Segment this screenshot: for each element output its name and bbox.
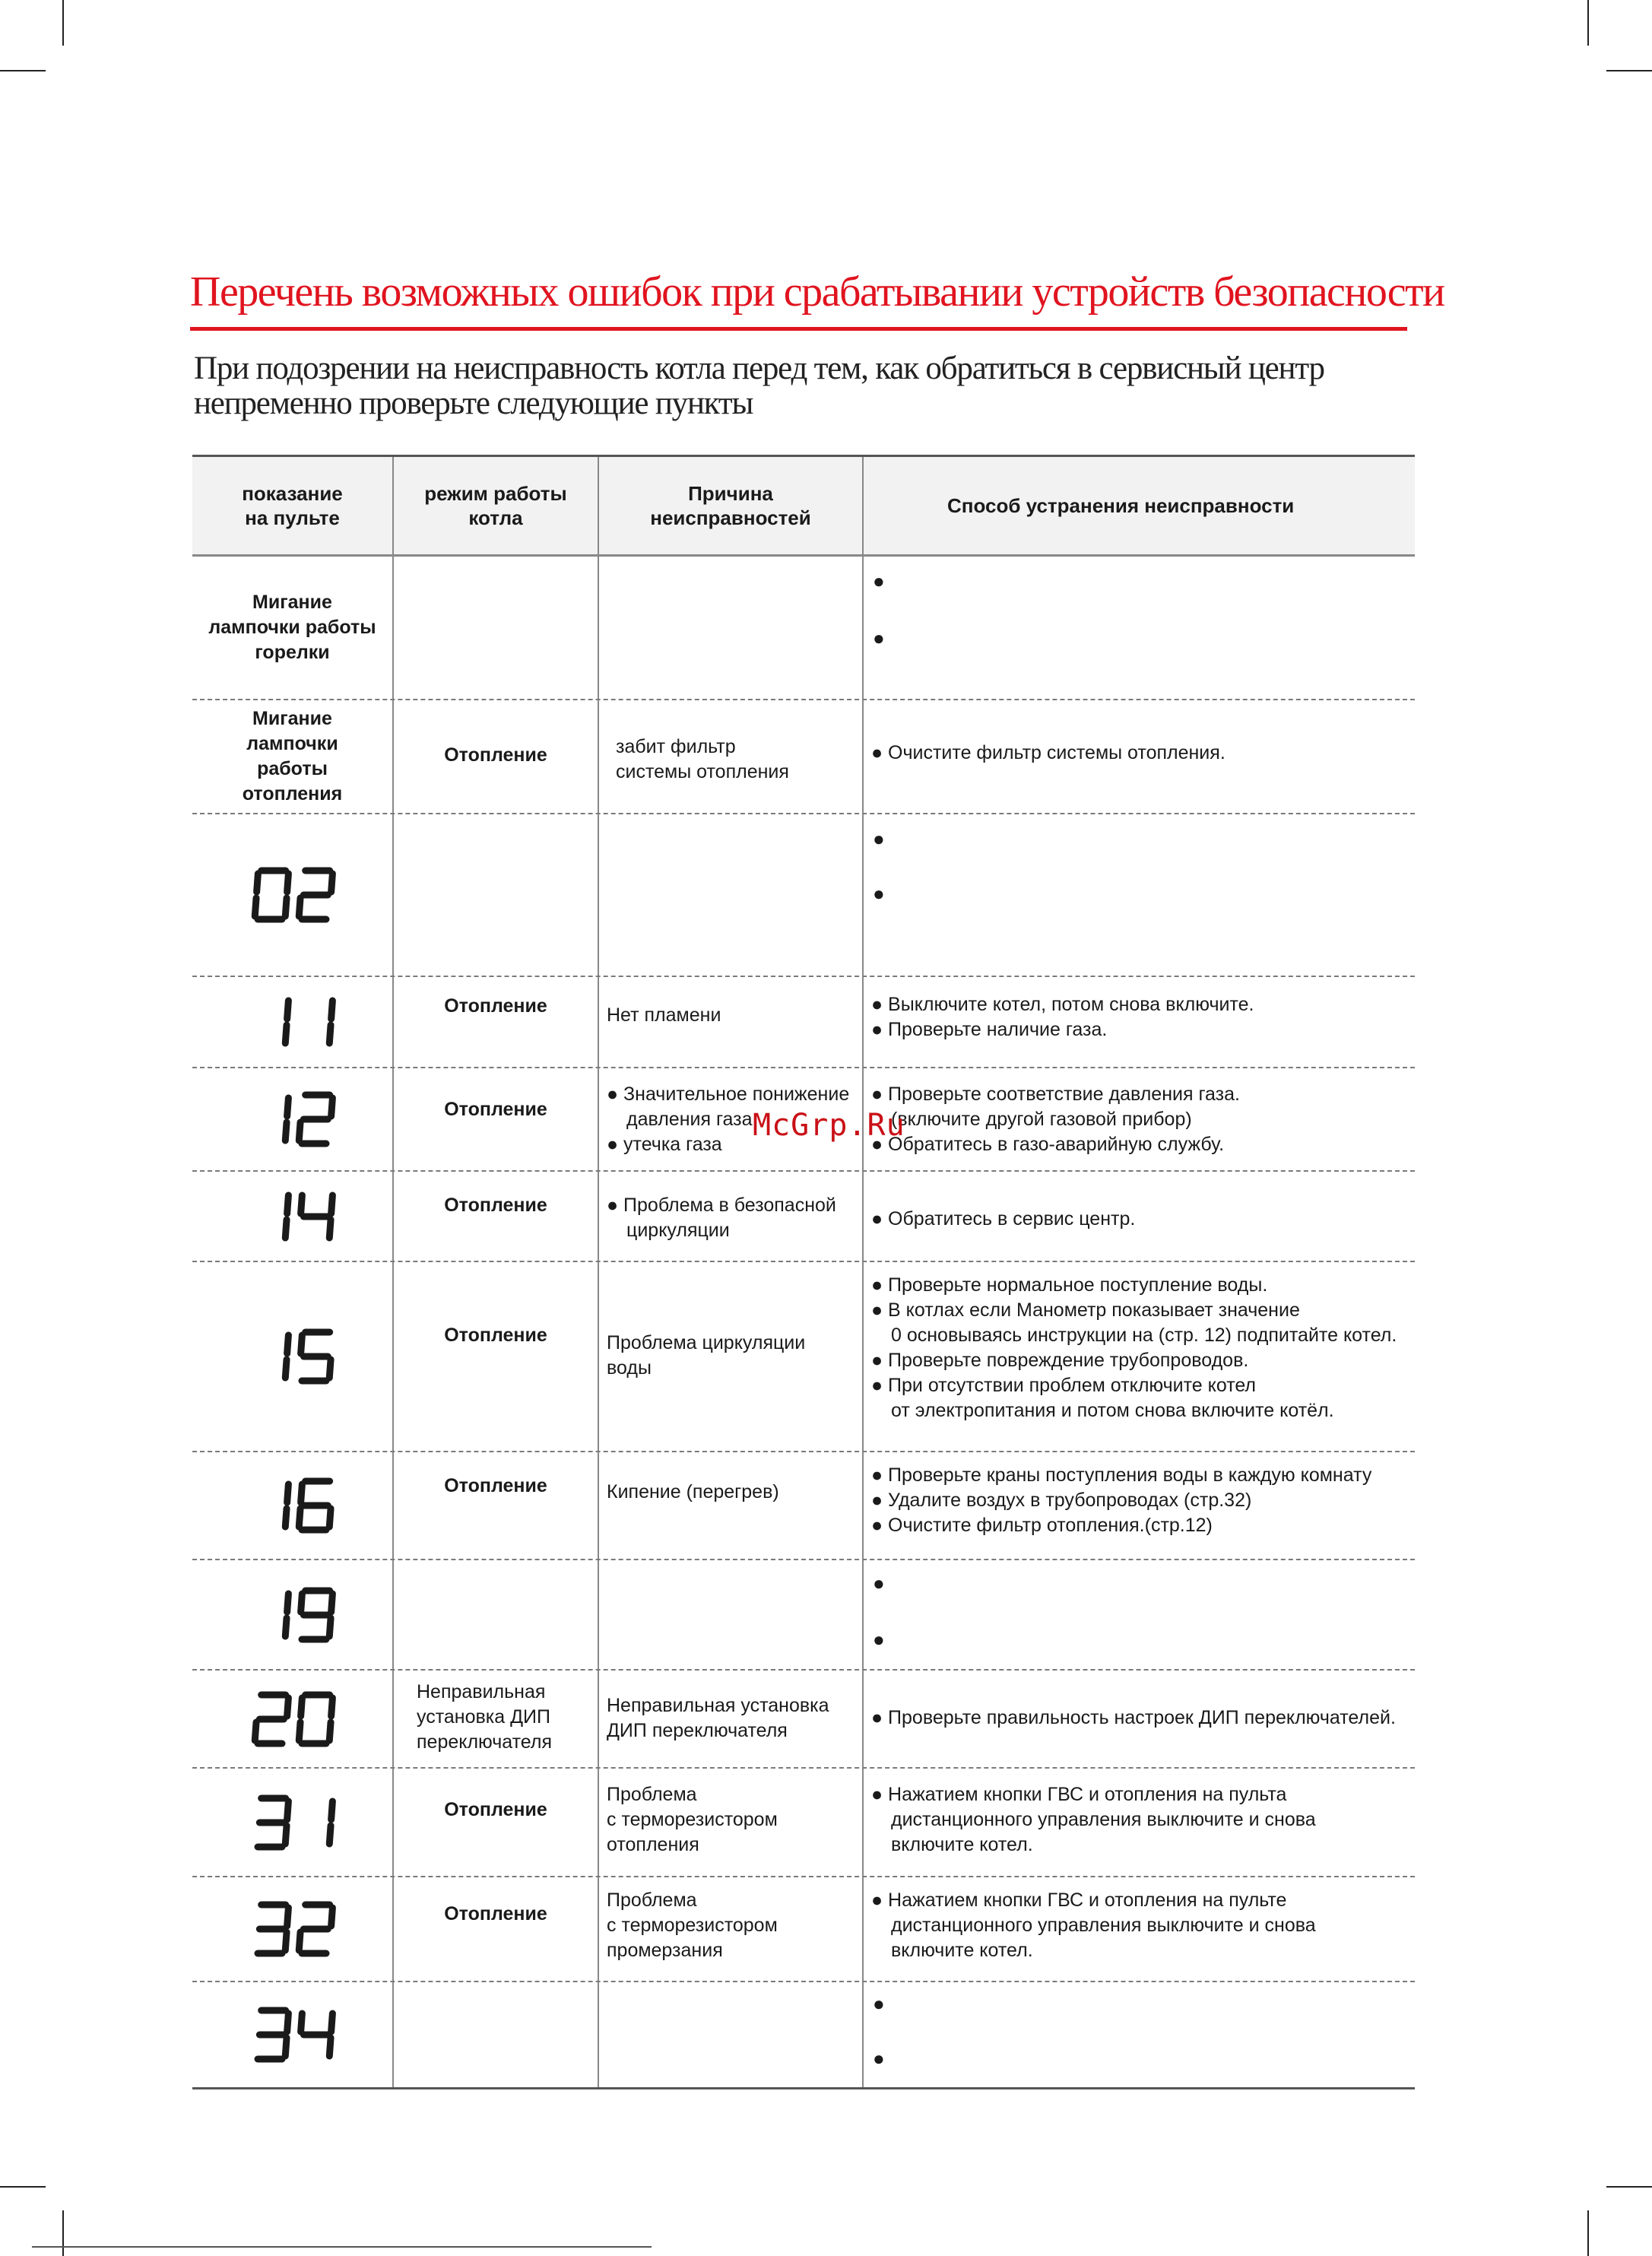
solution-cell [864,977,1415,1067]
header-solution [864,457,1415,554]
page-title: Перечень возможных ошибок при срабатывании устройств безопасности [190,268,1444,316]
digit-segment [329,1618,331,1636]
error-code-display [247,1577,338,1653]
title-underline [190,327,1407,331]
digit-segment [285,1220,287,1238]
solution-text: ● Проверьте наличие газа. [871,1019,1108,1040]
seven-segment-code [247,1891,338,1967]
header-text: неисправностей [650,506,811,529]
error-table [192,455,1415,2089]
digit-segment [287,1195,288,1214]
display-text: лампочки [246,733,338,754]
error-code-display [247,857,338,933]
display-cell [192,1671,394,1767]
solution-text: ● Обратитесь в газо-аварийную службу. [871,1134,1225,1155]
mode-text: Отопление [444,995,547,1017]
display-text: горелки [255,642,330,663]
mode-text: Отопление [444,744,547,766]
display-text: работы [257,758,328,779]
error-code-display [247,1468,338,1544]
solution-text: ● Очистите фильтр отопления.(стр.12) [871,1515,1213,1536]
solution-text: ● Проверьте соответствие давления газа. [871,1084,1240,1105]
solution-text: ● Нажатием кнопки ГВС и отопления на пульта [871,1784,1287,1805]
cause-text: отопления [607,1834,699,1855]
error-code-display [247,1785,338,1861]
solution-cell [864,1671,1415,1767]
solution-cell [864,1877,1415,1981]
cause-text: системы отопления [616,761,789,782]
seven-segment-code [247,1179,338,1255]
solution-text: включите котел. [891,1834,1033,1855]
seven-segment-code [247,1997,338,2073]
digit-segment [287,1098,288,1116]
digit-segment [329,1360,331,1378]
cause-cell [599,1982,864,2087]
digit-segment [331,1594,332,1612]
cause-text: Проблема циркуляции [607,1332,806,1353]
digit-segment [285,898,287,916]
digit-segment [331,1908,332,1926]
header-text: показание [242,482,343,505]
cause-text: ДИП переключателя [607,1720,788,1741]
cause-cell [599,814,864,976]
display-text: Мигание [252,708,332,729]
digit-segment [331,1195,332,1214]
cause-cell [599,1560,864,1669]
digit-segment [255,1722,256,1740]
digit-segment [287,2013,288,2032]
table-row [192,1452,1415,1560]
solution-text: ● Очистите фильтр системы отопления. [871,742,1226,763]
error-code-display [247,1318,338,1395]
solution-cell [864,1769,1415,1876]
solution-cell [864,1560,1415,1669]
table-row [192,700,1415,814]
cause-text: Проблема [607,1784,697,1805]
header-cause [599,457,864,554]
seven-segment-code [247,1785,338,1861]
digit-segment [331,1801,332,1820]
cause-text: ● Проблема в безопасной [607,1195,836,1216]
crop-mark [0,2186,46,2188]
solution-text: (включите другой газовой прибор) [891,1109,1192,1130]
mode-cell [394,1452,599,1559]
watermark: McGrp.Ru [753,1108,905,1143]
crop-mark [1587,0,1589,46]
solution-text: ● Выключите котел, потом снова включите. [871,994,1254,1015]
mode-cell [394,1982,599,2087]
cause-cell [599,557,864,699]
bullet: ● [873,627,885,649]
digit-segment [300,1335,302,1353]
digit-segment [285,2038,287,2056]
display-cell [192,1982,394,2087]
page-subtitle [194,351,1448,421]
display-cell [192,557,394,699]
display-cell [192,1769,394,1876]
cause-cell [599,1769,864,1876]
display-cell [192,814,394,976]
error-code-display [247,984,338,1060]
bullet: ● [873,1628,885,1651]
digit-segment [300,1698,302,1716]
seven-segment-code [247,1468,338,1544]
seven-segment-code [247,1577,338,1653]
digit-segment [287,874,288,892]
crop-mark [1587,2210,1589,2256]
digit-segment [285,1025,287,1043]
solution-text: включите котел. [891,1940,1033,1961]
bullet: ● [873,2047,885,2070]
display-text: Мигание [252,592,332,613]
seven-segment-code [247,1318,338,1395]
cause-text: ● утечка газа [607,1134,722,1155]
solution-text: ● Проверьте нормальное поступление воды. [871,1274,1268,1296]
digit-segment [285,1932,287,1950]
mode-text: Отопление [444,1195,547,1216]
cause-cell [599,1877,864,1981]
subtitle-line: При подозрении на неисправность котла перед тем, как обратиться в сервисный центр [194,351,1324,386]
digit-segment [287,1801,288,1820]
bullet: ● [873,1992,885,2015]
error-code-display [247,1891,338,1967]
solution-text: ● Проверьте правильность настроек ДИП переключателей. [871,1707,1396,1728]
solution-text: от электропитания и потом снова включите котёл. [891,1400,1334,1421]
table-row [192,1671,1415,1769]
cause-cell [599,977,864,1067]
table-row [192,1172,1415,1262]
digit-segment [287,1594,288,1612]
mode-cell [394,1068,599,1170]
display-text: лампочки работы [208,617,376,638]
digit-segment [255,898,256,916]
cause-text: ● Значительное понижение [607,1084,850,1105]
mode-cell [394,1877,599,1981]
digit-segment [331,1698,332,1716]
header-text: режим работы [424,482,567,505]
digit-segment [285,1826,287,1844]
cause-text: промерзания [607,1940,723,1961]
cause-text: давления газа [626,1109,753,1130]
cause-cell [599,700,864,813]
digit-segment [287,1484,288,1502]
bullet: ● [873,882,885,905]
display-cell [192,977,394,1067]
solution-cell [864,1172,1415,1261]
mode-cell [394,814,599,976]
solution-cell [864,700,1415,813]
header-display [192,457,394,554]
error-code-display [247,1179,338,1255]
mode-cell [394,557,599,699]
digit-segment [300,1594,302,1612]
mode-text: Отопление [444,1099,547,1120]
digit-segment [331,874,332,892]
digit-segment [285,1509,287,1527]
solution-text: дистанционного управления выключите и снова [891,1809,1316,1830]
solution-cell [864,1452,1415,1559]
digit-segment [256,874,258,892]
cause-text: с терморезистором [607,1915,778,1936]
mode-text: Отопление [444,1799,547,1820]
display-text: отопления [242,783,343,804]
subtitle-line: непременно проверьте следующие пункты [194,386,753,421]
digit-segment [287,1698,288,1716]
digit-segment [329,2038,331,2056]
error-code-display [247,1081,338,1157]
display-cell [192,700,394,813]
digit-segment [329,1025,331,1043]
table-header [192,457,1415,557]
seven-segment-code [247,984,338,1060]
bullet: ● [873,827,885,850]
cause-cell [599,1452,864,1559]
display-cell [192,1262,394,1451]
cause-text: воды [607,1357,652,1379]
cause-text: Кипение (перегрев) [607,1481,779,1502]
digit-segment [331,2013,332,2032]
solution-text: ● Нажатием кнопки ГВС и отопления на пульте [871,1890,1287,1911]
error-code-display [247,1681,338,1757]
mode-cell [394,1671,599,1767]
cause-text: циркуляции [626,1220,730,1241]
mode-text: Неправильная [417,1681,546,1702]
mode-text: Отопление [444,1903,547,1924]
cause-text: с терморезистором [607,1809,778,1830]
mode-text: Отопление [444,1475,547,1496]
digit-segment [329,1826,331,1844]
cause-cell [599,1671,864,1767]
digit-segment [329,1220,331,1238]
header-text: Способ устранения неисправности [947,494,1295,517]
solution-cell [864,814,1415,976]
mode-cell [394,1769,599,1876]
mode-cell [394,1172,599,1261]
cause-text: Проблема [607,1890,697,1911]
solution-text: ● Удалите воздух в трубопроводах (стр.32) [871,1490,1252,1511]
digit-segment [329,1722,331,1740]
crop-mark [62,2210,64,2256]
seven-segment-code [247,1681,338,1757]
table-row [192,1877,1415,1982]
table-row [192,557,1415,700]
mode-text: установка ДИП [417,1706,550,1728]
table-row [192,1262,1415,1452]
cause-cell [599,1262,864,1451]
digit-segment [331,1098,332,1116]
bullet: ● [873,1572,885,1594]
table-row [192,1982,1415,2089]
digit-segment [299,1122,300,1141]
solution-text: ● Проверьте повреждение трубопроводов. [871,1350,1249,1371]
seven-segment-code [247,1081,338,1157]
cause-text: Неправильная установка [607,1695,829,1716]
header-text: на пульте [245,506,340,529]
solution-cell [864,1982,1415,2087]
solution-text: ● Проверьте краны поступления воды в каждую комнату [871,1464,1372,1486]
digit-segment [285,1360,287,1378]
display-cell [192,1068,394,1170]
digit-segment [329,1509,331,1527]
digit-segment [331,1001,332,1019]
digit-segment [287,1908,288,1926]
digit-segment [285,1122,287,1141]
table-row [192,977,1415,1068]
mode-text: Отопление [444,1325,547,1346]
crop-mark [0,70,46,71]
seven-segment-code [247,857,338,933]
digit-segment [299,898,300,916]
solution-text: ● Обратитесь в сервис центр. [871,1208,1136,1230]
display-cell [192,1452,394,1559]
table-row [192,814,1415,977]
bullet: ● [873,570,885,592]
mode-cell [394,700,599,813]
crop-mark [62,0,64,46]
display-cell [192,1172,394,1261]
digit-segment [300,2013,302,2032]
cause-text: забит фильтр [616,736,736,757]
digit-segment [299,1932,300,1950]
digit-segment [299,1722,300,1740]
header-mode [394,457,599,554]
cause-cell [599,1172,864,1261]
solution-cell [864,1262,1415,1451]
error-code-display [247,1997,338,2073]
crop-mark [1606,70,1652,71]
solution-text: дистанционного управления выключите и снова [891,1915,1316,1936]
display-cell [192,1560,394,1669]
solution-text: 0 основываясь инструкции на (стр. 12) подпитайте котел. [891,1325,1397,1346]
header-text: котла [468,506,523,529]
digit-segment [299,1509,300,1527]
footer-rule [32,2246,652,2248]
solution-cell [864,557,1415,699]
display-cell [192,1877,394,1981]
digit-segment [287,1001,288,1019]
mode-cell [394,977,599,1067]
table-row [192,1560,1415,1671]
mode-cell [394,1262,599,1451]
header-text: Причина [688,482,773,505]
digit-segment [300,1195,302,1214]
solution-text: ● При отсутствии проблем отключите котел [871,1375,1257,1396]
mode-text: переключателя [417,1731,553,1753]
digit-segment [285,1618,287,1636]
mode-cell [394,1560,599,1669]
table-row [192,1769,1415,1877]
solution-cell [864,1068,1415,1170]
crop-mark [1606,2186,1652,2188]
cause-text: Нет пламени [607,1004,721,1026]
digit-segment [287,1335,288,1353]
solution-text: ● В котлах если Манометр показывает значение [871,1299,1300,1321]
digit-segment [300,1484,302,1502]
